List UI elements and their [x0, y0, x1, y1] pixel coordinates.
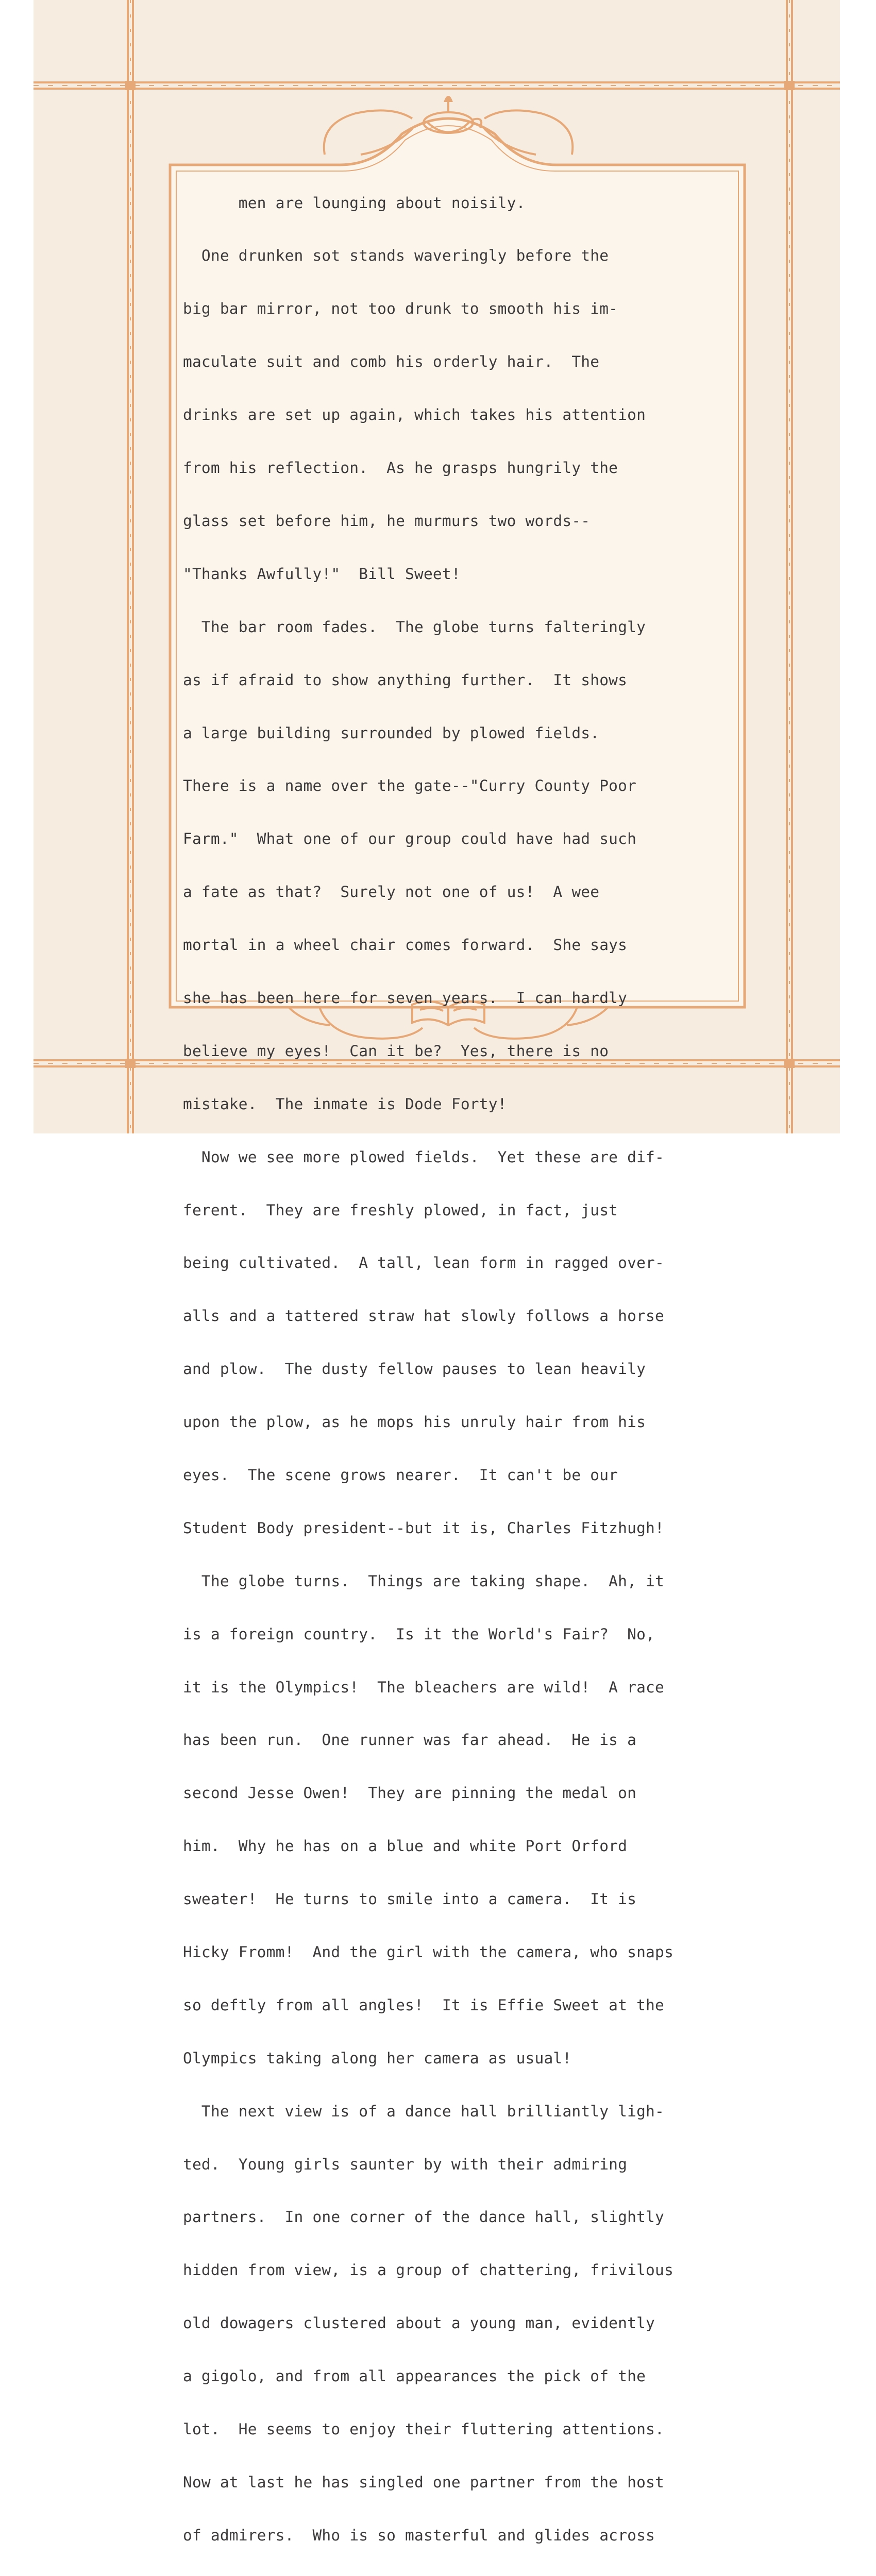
text-line: One drunken sot stands waveringly before the	[183, 247, 609, 265]
text-line: The next view is of a dance hall brilliantly ligh-	[183, 2102, 664, 2120]
text-line: has been run. One runner was far ahead. He is a	[183, 1731, 637, 1749]
text-line: Olympics taking along her camera as usual!	[183, 2049, 572, 2067]
text-line: The globe turns. Things are taking shape. Ah, it	[183, 1572, 664, 1590]
text-line: mistake. The inmate is Dode Forty!	[183, 1095, 507, 1113]
text-line: glass set before him, he murmurs two words--	[183, 512, 591, 530]
text-line: mortal in a wheel chair comes forward. She says	[183, 936, 628, 954]
text-line: and plow. The dusty fellow pauses to lean heavily	[183, 1360, 646, 1378]
text-line: second Jesse Owen! They are pinning the medal on	[183, 1784, 637, 1802]
text-line: lot. He seems to enjoy their fluttering attentions.	[183, 2420, 664, 2438]
text-line: as if afraid to show anything further. It shows	[183, 671, 628, 689]
text-line: a fate as that? Surely not one of us! A wee	[183, 883, 600, 901]
text-line: men are lounging about noisily.	[183, 194, 526, 212]
text-line: Now we see more plowed fields. Yet these are dif-	[183, 1148, 664, 1166]
text-line: him. Why he has on a blue and white Port Orford	[183, 1837, 628, 1855]
text-line: hidden from view, is a group of chattering, frivilous	[183, 2261, 673, 2279]
text-line: There is a name over the gate--"Curry County Poor	[183, 777, 637, 795]
text-line: Farm." What one of our group could have had such	[183, 830, 637, 848]
text-line: ted. Young girls saunter by with their admiring	[183, 2155, 628, 2173]
text-line: is a foreign country. Is it the World's Fair? No,	[183, 1625, 655, 1643]
text-line: Now at last he has singled one partner from the host	[183, 2473, 664, 2491]
text-line: eyes. The scene grows nearer. It can't be our	[183, 1466, 618, 1484]
text-line: maculate suit and comb his orderly hair. The	[183, 353, 600, 371]
text-line: sweater! He turns to smile into a camera. It is	[183, 1890, 637, 1908]
text-line: being cultivated. A tall, lean form in ragged over-	[183, 1254, 664, 1272]
text-line: Hicky Fromm! And the girl with the camera, who snaps	[183, 1943, 673, 1961]
text-line: drinks are set up again, which takes his attention	[183, 406, 646, 424]
text-line: believe my eyes! Can it be? Yes, there is no	[183, 1042, 609, 1060]
text-line: alls and a tattered straw hat slowly follows a horse	[183, 1307, 664, 1325]
text-line: partners. In one corner of the dance hall, slightly	[183, 2208, 664, 2226]
text-line: The bar room fades. The globe turns falteringly	[183, 618, 646, 636]
text-line: so deftly from all angles! It is Effie Sweet at the	[183, 1996, 664, 2014]
text-line: ferent. They are freshly plowed, in fact, just	[183, 1201, 618, 1219]
text-line: from his reflection. As he grasps hungrily the	[183, 459, 618, 477]
text-line: it is the Olympics! The bleachers are wild! A race	[183, 1678, 664, 1696]
text-line: she has been here for seven years. I can hardly	[183, 989, 628, 1007]
text-line: a gigolo, and from all appearances the pick of the	[183, 2367, 646, 2385]
typed-text-body	[183, 159, 745, 2576]
text-line: big bar mirror, not too drunk to smooth his im-	[183, 300, 618, 318]
text-line: old dowagers clustered about a young man, evidently	[183, 2314, 655, 2332]
text-line: a large building surrounded by plowed fields.	[183, 724, 600, 742]
text-line: "Thanks Awfully!" Bill Sweet!	[183, 565, 461, 583]
text-line: Student Body president--but it is, Charles Fitzhugh!	[183, 1519, 664, 1537]
text-line: upon the plow, as he mops his unruly hair from his	[183, 1413, 646, 1431]
text-line: of admirers. Who is so masterful and glides across	[183, 2526, 655, 2544]
